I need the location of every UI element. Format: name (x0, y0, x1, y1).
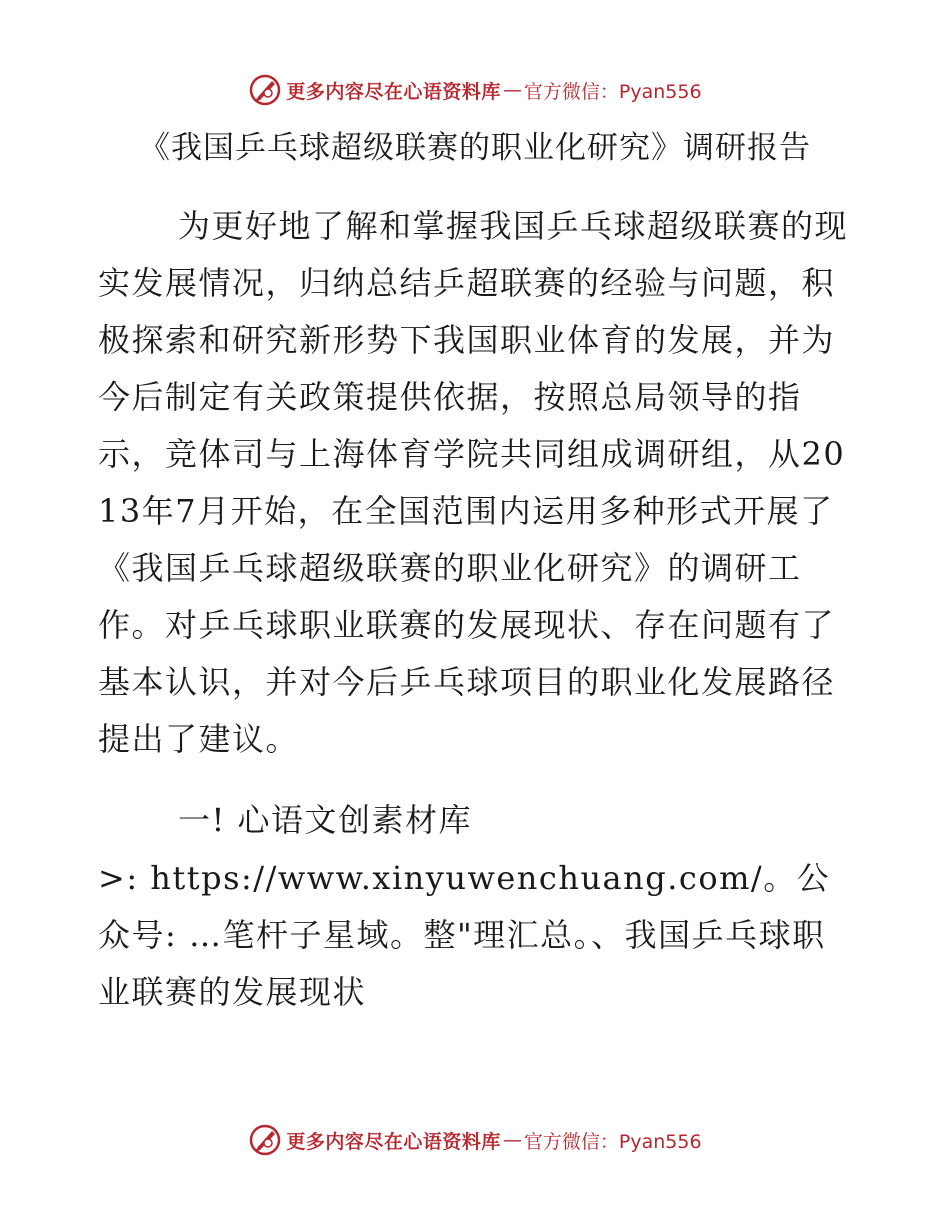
watermark-dash: — (502, 1129, 522, 1151)
header-watermark-banner (0, 70, 950, 110)
section-paragraph: >: https://www.xinyuwenchuang.com/。公众号: …笔杆子星域。整"理汇总。、我国乒乓球职业联赛的发展现状 (98, 859, 831, 1011)
watermark-site-text: 更多内容尽在心语资料库 (286, 80, 501, 103)
watermark-contact-text: 官方微信：Pyan556 (523, 80, 702, 103)
quill-pen-logo-icon (248, 73, 282, 107)
footer-watermark-banner (0, 1120, 950, 1160)
watermark-site-text: 更多内容尽在心语资料库 (286, 1130, 501, 1153)
watermark-contact-text: 官方微信：Pyan556 (523, 1130, 702, 1153)
quill-pen-logo-icon (248, 1123, 282, 1157)
document-title: 《我国乒乓球超级联赛的职业化研究》调研报告 (139, 130, 811, 166)
intro-paragraph: 为更好地了解和掌握我国乒乓球超级联赛的现实发展情况，归纳总结乒超联赛的经验与问题，积极探索和研究新形势下我国职业体育的发展，并为今后制定有关政策提供依据，按照总局领导的指示，竞体司与上海体育学院共同组成调研组，从2013年7月开始，在全国范围内运用多种形式开展了《我国乒乓球超级联赛的职业化研究》的调研工作。对乒乓球职业联赛的发展现状、存在问题有了基本认识，并对今后乒乓球项目的职业化发展路径提出了建议。 (98, 207, 849, 758)
section-heading: 一! 心语文创素材库 (178, 801, 473, 839)
watermark-dash: — (502, 79, 522, 101)
